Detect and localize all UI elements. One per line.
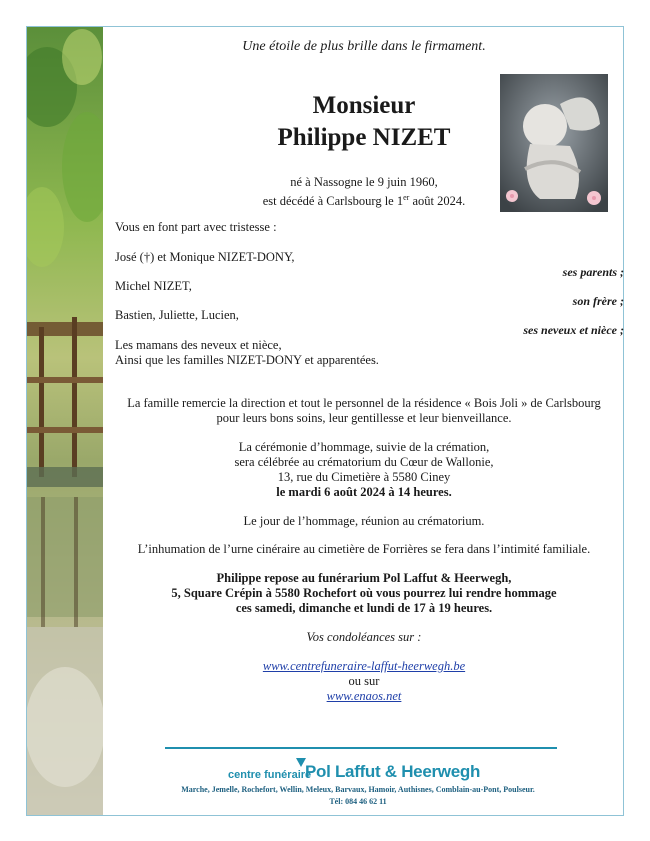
family-relation-3: ses neveux et nièce ;	[523, 323, 624, 337]
intro-line: Vous en font part avec tristesse :	[115, 220, 277, 234]
deceased-name: Philippe NIZET	[277, 124, 451, 151]
funeral-home-line-1: Philippe repose au funérarium Pol Laffut & Heerwegh,	[216, 571, 512, 585]
footer-towns: Marche, Jemelle, Rochefort, Wellin, Meleux, Barvaux, Hamoir, Authisnes, Comblain-au-Pont, Poulseur.	[181, 785, 535, 794]
footer-divider	[165, 747, 557, 749]
family-relation-1: ses parents ;	[562, 265, 624, 279]
reunion-line: Le jour de l’hommage, réunion au crématorium.	[243, 514, 485, 528]
funeral-home-line-2: 5, Square Crépin à 5580 Rochefort où vous pourrez lui rendre hommage	[171, 586, 557, 600]
birth-line: né à Nassogne le 9 juin 1960,	[290, 175, 438, 189]
footer-brand-prefix: centre funéraire	[228, 769, 312, 781]
footer-phone: Tél: 084 46 62 11	[329, 797, 387, 806]
ceremony-line-1: La cérémonie d’hommage, suivie de la crémation,	[238, 440, 490, 454]
ceremony-line-3: 13, rue du Cimetière à 5580 Ciney	[277, 470, 451, 484]
condolences-link-2-row	[104, 689, 624, 704]
garden-photo	[27, 27, 103, 815]
others-line-1: Les mamans des neveux et nièce,	[115, 338, 282, 352]
family-names-1: José (†) et Monique NIZET-DONY,	[115, 250, 295, 264]
ceremony-line-2: sera célébrée au crématorium du Cœur de Wallonie,	[234, 455, 494, 469]
ceremony-date: le mardi 6 août 2024 à 14 heures.	[276, 485, 452, 499]
others-line-2: Ainsi que les familles NIZET-DONY et apparentées.	[115, 353, 379, 367]
condolences-link-1[interactable]: www.centrefuneraire-laffut-heerwegh.be	[262, 659, 466, 673]
family-names-3: Bastien, Juliette, Lucien,	[115, 308, 239, 322]
family-relation-2: son frère ;	[572, 294, 624, 308]
motto: Une étoile de plus brille dans le firmament.	[242, 39, 486, 54]
condolences-label: Vos condoléances sur :	[306, 630, 422, 644]
thanks-line-2: pour leurs bons soins, leur gentillesse et leur bienveillance.	[216, 411, 512, 425]
family-names-2: Michel NIZET,	[115, 279, 192, 293]
inhumation-line: L’inhumation de l’urne cinéraire au cimetière de Forrières se fera dans l’intimité familiale.	[137, 542, 591, 556]
or-label: ou sur	[348, 674, 380, 688]
condolences-link-1-row	[104, 659, 624, 674]
civility: Monsieur	[312, 92, 416, 119]
death-line: est décédé à Carlsbourg le 1er août 2024.	[262, 193, 466, 209]
footer-brand-name: Pol Laffut & Heerwegh	[305, 762, 481, 781]
funeral-home-line-3: ces samedi, dimanche et lundi de 17 à 19 heures.	[235, 601, 493, 615]
condolences-link-2[interactable]: www.enaos.net	[326, 689, 402, 703]
thanks-line-1: La famille remercie la direction et tout le personnel de la résidence « Bois Joli » de Carlsbourg	[127, 396, 601, 410]
